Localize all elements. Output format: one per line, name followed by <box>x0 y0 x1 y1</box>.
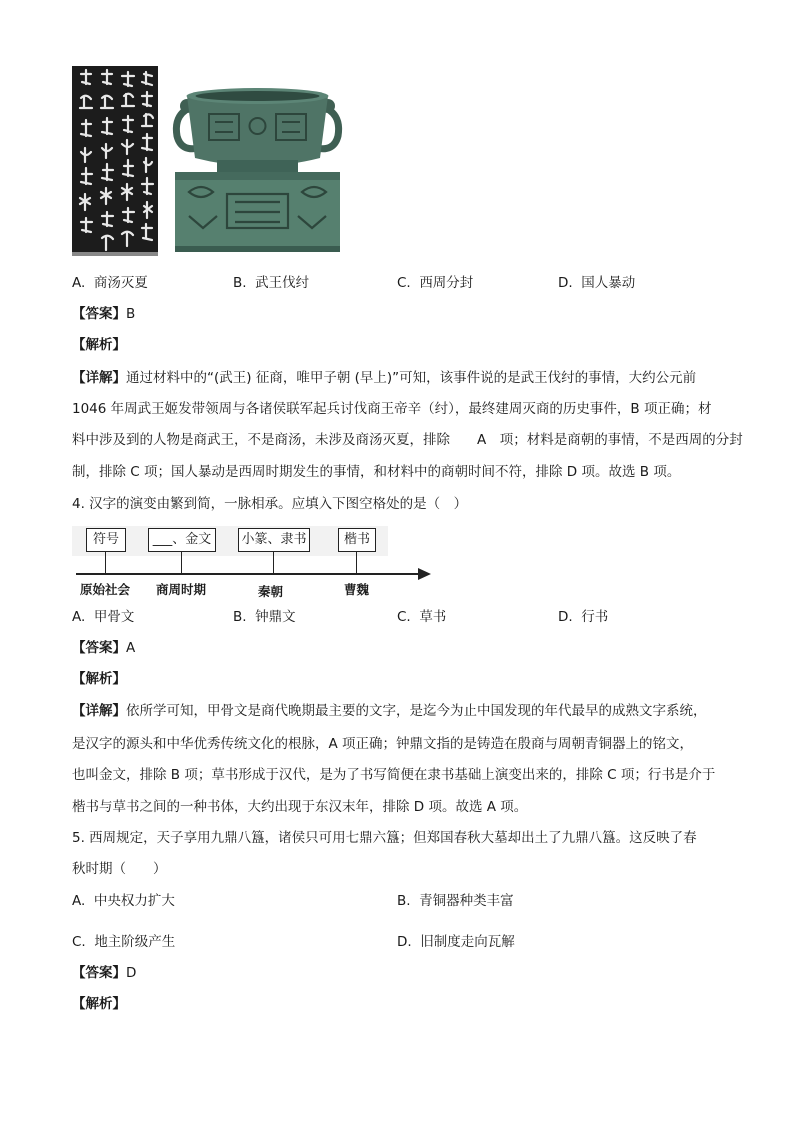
q4-detail-line-2: 是汉字的源头和中华优秀传统文化的根脉，A 项正确；钟鼎文指的是铸造在殷商与周朝青铜器上的铭文， <box>72 736 694 752</box>
q4-stem: 4. 汉字的演变由繁到简，一脉相承。应填入下图空格处的是（ ） <box>72 496 468 512</box>
timeline-period-qin: 秦朝 <box>258 584 284 599</box>
q5-option-c <box>72 932 175 952</box>
q3-option-b <box>233 273 309 293</box>
detail-text: 通过材料中的“(武王) 征商，唯甲子朝 (早上)”可知，该事件说的是武王伐纣的事情，大约公元前 <box>126 370 697 386</box>
q4-detail-line-1 <box>72 701 707 721</box>
q4-option-b <box>233 607 296 627</box>
option-text: 甲骨文 <box>93 609 135 625</box>
q4-detail-line-4: 楷书与草书之间的一种书体，大约出现于东汉末年，排除 D 项。故选 A 项。 <box>72 799 528 815</box>
timeline-box-kaishu: 楷书 <box>338 528 376 552</box>
option-text: 草书 <box>419 609 447 625</box>
q5-analysis-label: 【解析】 <box>72 996 126 1012</box>
answer-value: A <box>126 640 136 656</box>
timeline-axis <box>76 573 422 575</box>
option-letter: C. <box>397 609 411 625</box>
q4-detail-line-3: 也叫金文，排除 B 项；草书形成于汉代，是为了书写简便在隶书基础上演变出来的，排除 C 项；行书是介于 <box>72 767 716 783</box>
timeline-box-blank-jinwen: ___、金文 <box>148 528 216 552</box>
script-evolution-timeline <box>72 522 434 598</box>
option-letter: B. <box>233 275 247 291</box>
q3-detail-line-1 <box>72 368 696 388</box>
timeline-tick <box>356 551 357 573</box>
option-letter: A. <box>72 893 86 909</box>
bronze-gui-vessel-image <box>165 66 350 256</box>
q5-answer <box>72 963 136 983</box>
q3-detail-line-2: 1046 年周武王姬发带领周与各诸侯联军起兵讨伐商王帝辛（纣），最终建周灭商的历史事件，B 项正确；材 <box>72 401 712 417</box>
timeline-period-shangzhou: 商周时期 <box>156 582 207 597</box>
detail-label: 【详解】 <box>72 703 126 719</box>
option-letter: C. <box>397 275 411 291</box>
inscription-rubbing-image <box>72 66 158 256</box>
detail-label: 【详解】 <box>72 370 126 386</box>
q4-analysis-label: 【解析】 <box>72 671 126 687</box>
timeline-tick <box>273 551 274 573</box>
option-text: 武王伐纣 <box>255 275 310 291</box>
q3-analysis-label: 【解析】 <box>72 337 126 353</box>
timeline-tick <box>105 551 106 573</box>
q5-stem-line-1: 5. 西周规定，天子享用九鼎八簋，诸侯只可用七鼎六簋；但郑国春秋大墓却出土了九鼎八簋。这反映了春 <box>72 830 697 846</box>
option-letter: A. <box>72 275 86 291</box>
answer-value: D <box>126 965 137 981</box>
timeline-box-symbol: 符号 <box>86 528 126 552</box>
option-text: 西周分封 <box>419 275 474 291</box>
q4-answer <box>72 638 135 658</box>
option-text: 青铜器种类丰富 <box>419 893 514 909</box>
timeline-arrow-icon <box>418 567 432 581</box>
q4-option-d <box>558 607 608 627</box>
option-letter: B. <box>397 893 411 909</box>
option-letter: C. <box>72 934 86 950</box>
q3-option-a <box>72 273 148 293</box>
option-letter: D. <box>558 275 573 291</box>
option-letter: D. <box>397 934 412 950</box>
option-text: 国人暴动 <box>581 275 636 291</box>
q3-answer <box>72 304 135 324</box>
detail-text: 依所学可知，甲骨文是商代晚期最主要的文字，是迄今为止中国发现的年代最早的成熟文字系统， <box>126 703 707 719</box>
q3-detail-line-4: 制，排除 C 项；国人暴动是西周时期发生的事情，和材料中的商朝时间不符，排除 D 项。故选 B 项。 <box>72 464 681 480</box>
answer-value: B <box>126 306 136 322</box>
answer-label: 【答案】 <box>72 965 126 981</box>
q5-stem-line-2: 秋时期（ ） <box>72 861 167 877</box>
timeline-period-primitive: 原始社会 <box>80 582 131 597</box>
answer-label: 【答案】 <box>72 306 126 322</box>
q3-option-c <box>397 273 473 293</box>
option-letter: B. <box>233 609 247 625</box>
q4-option-a <box>72 607 134 627</box>
q3-option-d <box>558 273 635 293</box>
timeline-box-xiaozhuan-lishu: 小篆、隶书 <box>238 528 310 552</box>
q5-option-b <box>397 891 514 911</box>
q5-option-a <box>72 891 175 911</box>
option-text: 钟鼎文 <box>255 609 296 625</box>
timeline-tick <box>181 551 182 573</box>
q3-detail-line-3: 料中涉及到的人物是商武王，不是商汤，未涉及商汤灭夏，排除 A 项；材料是商朝的事情，不是西周的分封 <box>72 432 743 448</box>
q4-option-c <box>397 607 446 627</box>
option-text: 中央权力扩大 <box>93 893 175 909</box>
q5-option-d <box>397 932 515 952</box>
timeline-period-caowei: 曹魏 <box>344 582 370 597</box>
option-text: 行书 <box>581 609 609 625</box>
option-text: 商汤灭夏 <box>93 275 148 291</box>
option-text: 旧制度走向瓦解 <box>420 934 515 950</box>
option-letter: D. <box>558 609 573 625</box>
answer-label: 【答案】 <box>72 640 126 656</box>
option-letter: A. <box>72 609 86 625</box>
option-text: 地主阶级产生 <box>94 934 176 950</box>
